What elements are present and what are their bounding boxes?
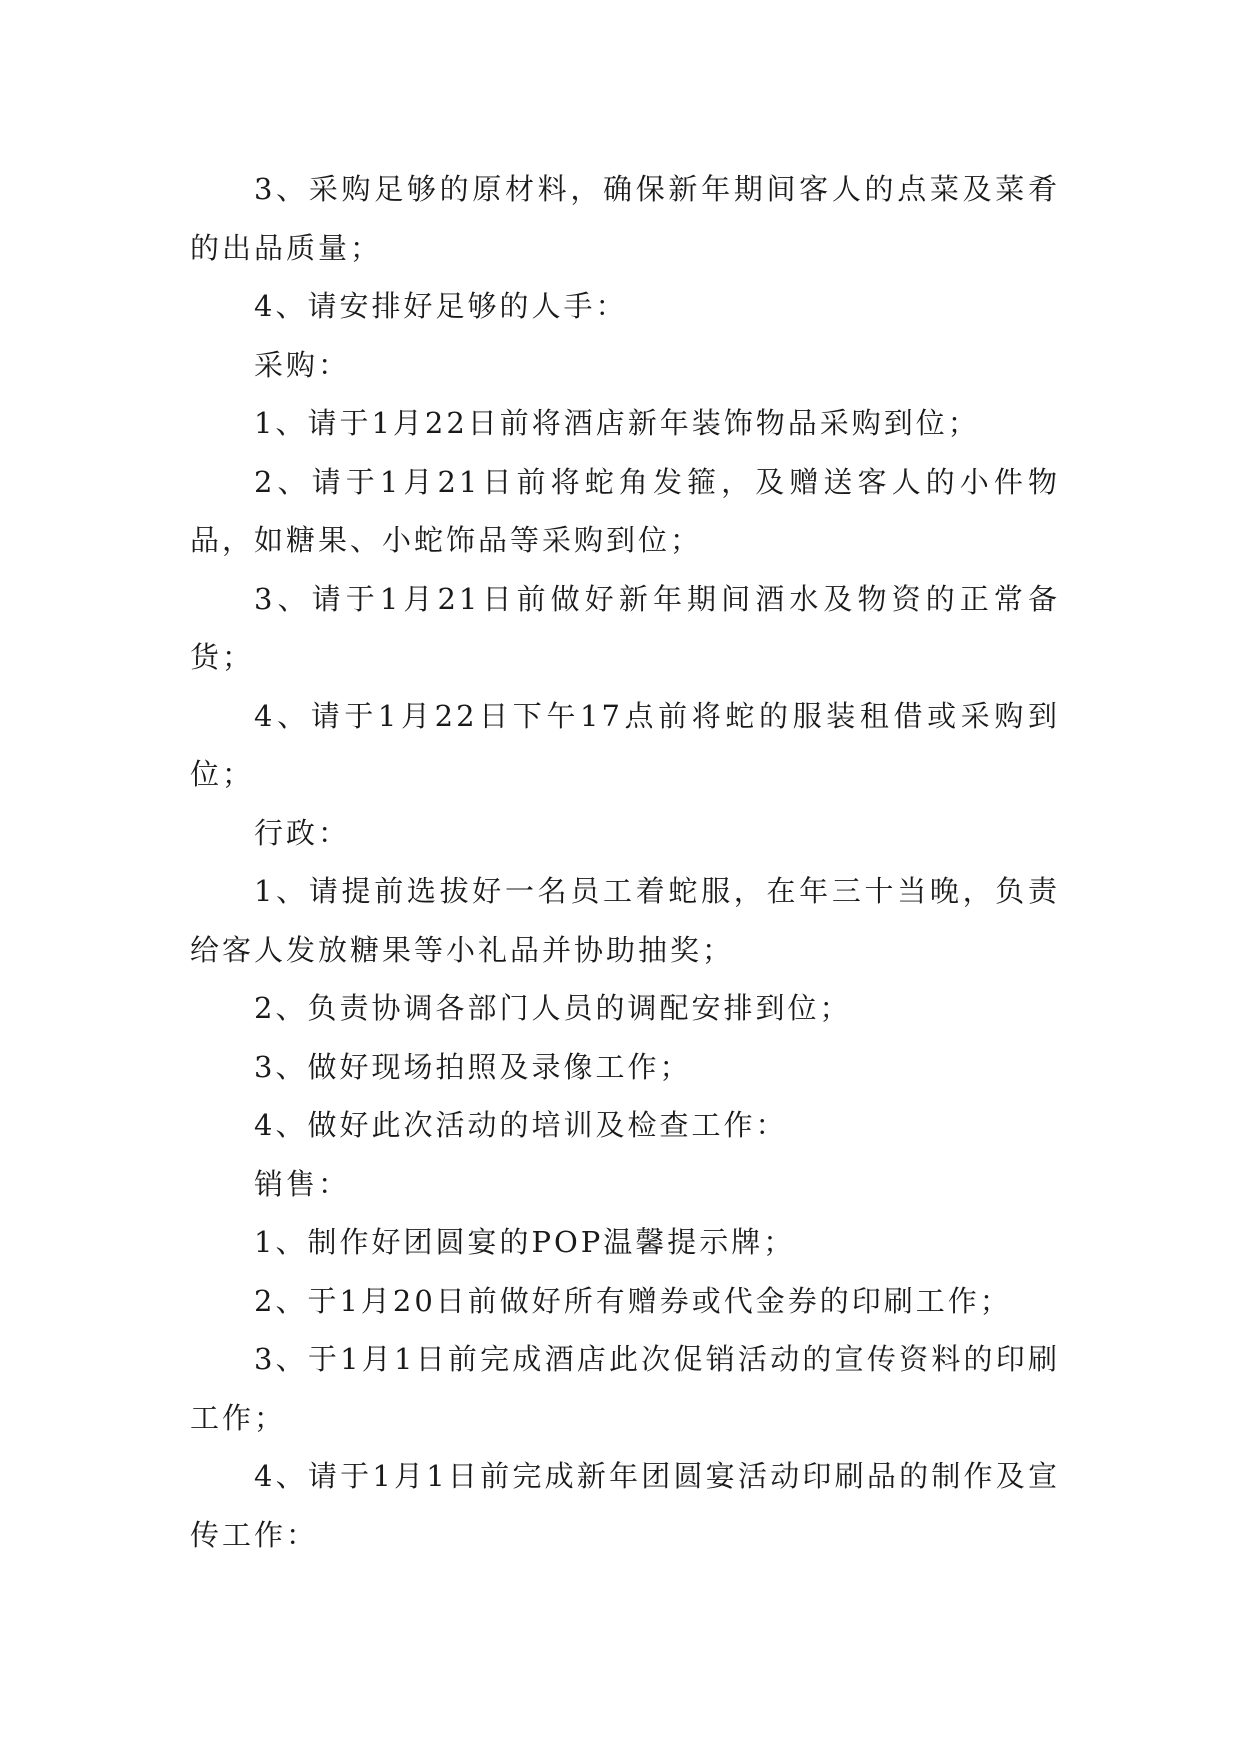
paragraph-administration-item-2: 2、负责协调各部门人员的调配安排到位；	[254, 991, 852, 1025]
paragraph-administration-item-4: 4、做好此次活动的培训及检查工作：	[254, 1108, 788, 1142]
paragraph-arrange-staff: 4、请安排好足够的人手：	[254, 289, 628, 323]
paragraph-administration-item-1: 1、请提前选拔好一名员工着蛇服，在年三十当晚，负责给客人发放糖果等小礼品并协助抽奖；	[190, 874, 1060, 967]
paragraph-purchasing-item-4: 4、请于1月22日下午17点前将蛇的服装租借或采购到位；	[190, 698, 1060, 791]
paragraph-sales-item-3: 3、于1月1日前完成酒店此次促销活动的宣传资料的印刷工作；	[190, 1342, 1060, 1435]
paragraph-purchase-materials: 3、采购足够的原材料，确保新年期间客人的点菜及菜肴的出品质量；	[190, 172, 1060, 265]
paragraph-purchasing-item-2: 2、请于1月21日前将蛇角发箍，及赠送客人的小件物品，如糖果、小蛇饰品等采购到位；	[190, 464, 1060, 557]
paragraph-sales-item-1: 1、制作好团圆宴的POP温馨提示牌；	[254, 1225, 796, 1259]
section-heading-administration: 行政：	[254, 815, 351, 850]
paragraph-administration-item-3: 3、做好现场拍照及录像工作；	[254, 1049, 692, 1084]
paragraph-sales-item-4: 4、请于1月1日前完成新年团圆宴活动印刷品的制作及宣传工作：	[190, 1459, 1060, 1552]
section-heading-purchasing: 采购：	[254, 347, 351, 382]
document-body	[190, 160, 1060, 1564]
paragraph-purchasing-item-3: 3、请于1月21日前做好新年期间酒水及物资的正常备货；	[190, 581, 1060, 674]
paragraph-sales-item-2: 2、于1月20日前做好所有赠券或代金券的印刷工作；	[254, 1283, 1012, 1318]
paragraph-purchasing-item-1: 1、请于1月22日前将酒店新年装饰物品采购到位；	[254, 406, 980, 440]
section-heading-sales: 销售：	[254, 1166, 351, 1201]
